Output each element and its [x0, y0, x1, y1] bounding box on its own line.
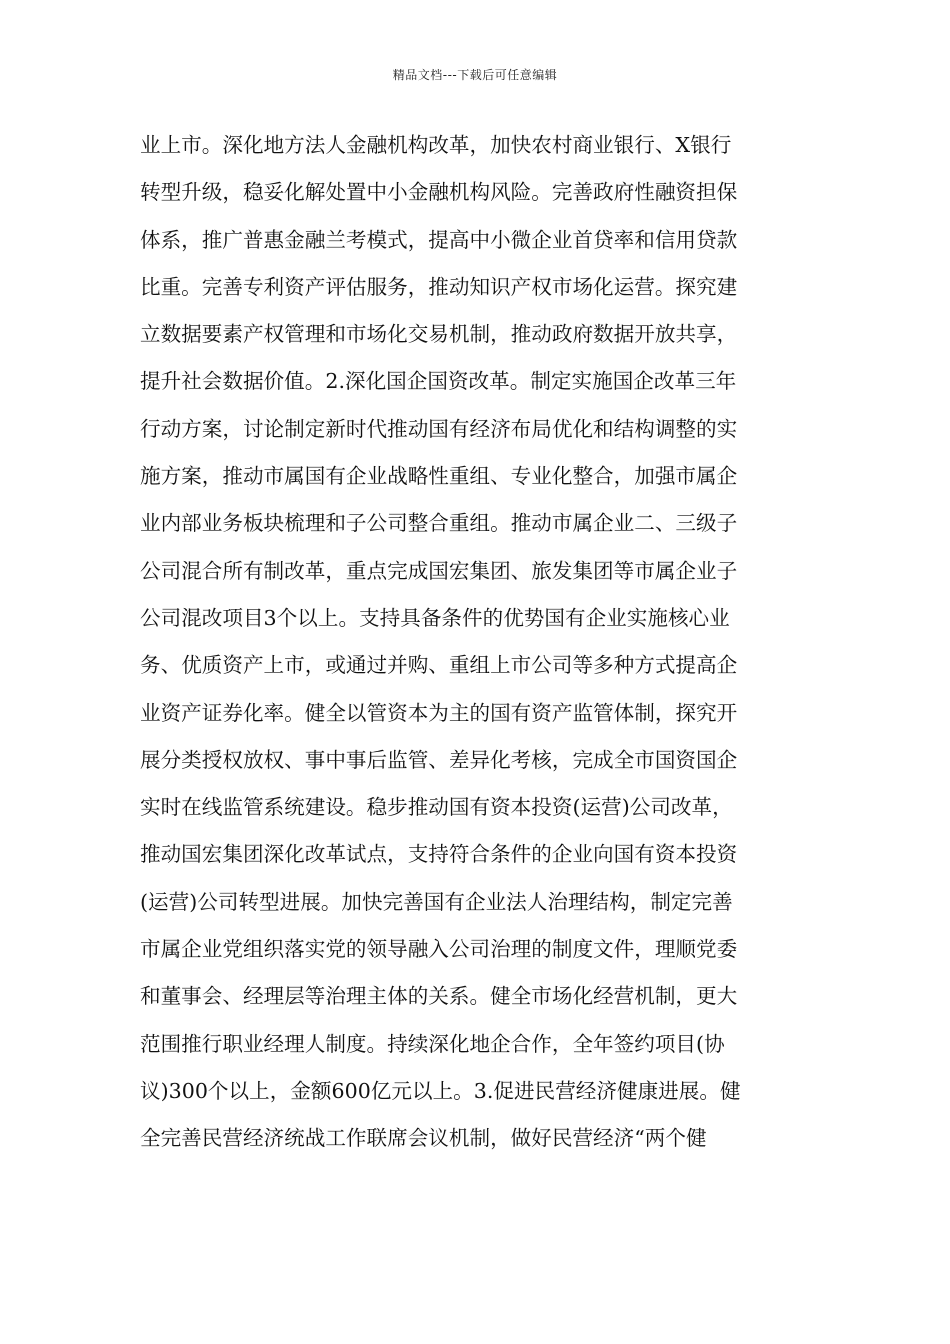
document-body: [140, 122, 820, 1163]
body-line: 业内部业务板块梳理和子公司整合重组。推动市属企业二、三级子: [140, 511, 738, 536]
body-line: 公司混改项目3个以上。支持具备条件的优势国有企业实施核心业: [140, 605, 730, 630]
body-line: 转型升级，稳妥化解处置中小金融机构风险。完善政府性融资担保: [140, 180, 738, 205]
body-line: 实时在线监管系统建设。稳步推动国有资本投资(运营)公司改革，: [140, 795, 733, 820]
body-line: 公司混合所有制改革，重点完成国宏集团、旅发集团等市属企业子: [140, 558, 738, 583]
body-line: 业上市。深化地方法人金融机构改革，加快农村商业银行、X银行: [140, 133, 732, 157]
body-line: 议)300个以上，金额600亿元以上。3.促进民营经济健康进展。健: [140, 1078, 741, 1103]
body-line: 行动方案，讨论制定新时代推动国有经济布局优化和结构调整的实: [140, 416, 738, 441]
body-line: 体系，推广普惠金融兰考模式，提高中小微企业首贷率和信用贷款: [140, 227, 738, 252]
body-line: 立数据要素产权管理和市场化交易机制，推动政府数据开放共享，: [140, 322, 738, 347]
body-line: 市属企业党组织落实党的领导融入公司治理的制度文件，理顺党委: [140, 937, 738, 962]
body-line: 务、优质资产上市，或通过并购、重组上市公司等多种方式提高企: [140, 653, 738, 678]
body-line: 推动国宏集团深化改革试点，支持符合条件的企业向国有资本投资: [140, 842, 738, 867]
body-line: 业资产证券化率。健全以管资本为主的国有资产监管体制，探究开: [140, 700, 738, 725]
page-header: 精品文档---下载后可任意编辑: [392, 68, 558, 82]
body-line: 全完善民营经济统战工作联席会议机制，做好民营经济“两个健: [140, 1126, 707, 1151]
body-line: 比重。完善专利资产评估服务，推动知识产权市场化运营。探究建: [140, 274, 738, 299]
body-line: 施方案，推动市属国有企业战略性重组、专业化整合，加强市属企: [140, 464, 738, 489]
body-line: 范围推行职业经理人制度。持续深化地企合作，全年签约项目(协: [140, 1031, 725, 1056]
body-line: (运营)公司转型进展。加快完善国有企业法人治理结构，制定完善: [140, 889, 733, 914]
body-line: 展分类授权放权、事中事后监管、差异化考核，完成全市国资国企: [140, 747, 738, 772]
body-line: 提升社会数据价值。2.深化国企国资改革。制定实施国企改革三年: [140, 369, 737, 394]
body-line: 和董事会、经理层等治理主体的关系。健全市场化经营机制，更大: [140, 984, 738, 1009]
